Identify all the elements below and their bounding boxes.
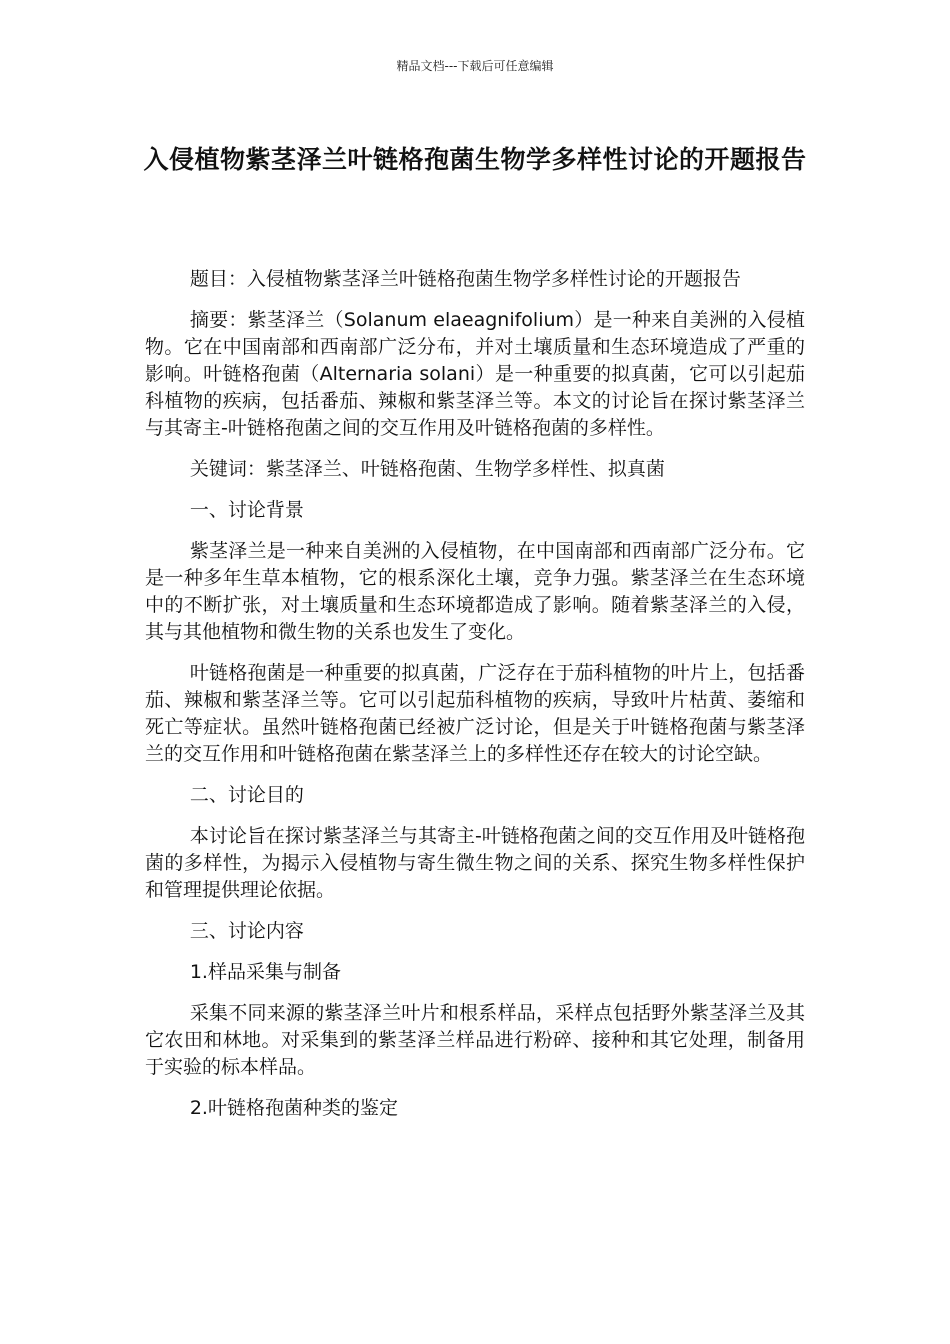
paragraph-background-1: 紫茎泽兰是一种来自美洲的入侵植物，在中国南部和西南部广泛分布。它是一种多年生草本植物，它的根系深化土壤，竞争力强。紫茎泽兰在生态环境中的不断扩张，对土壤质量和生态环境都造成了影响。随着紫茎泽兰的入侵，其与其他植物和微生物的关系也发生了变化。 (145, 540, 805, 643)
subsection-heading-sampling: 1.样品采集与制备 (189, 961, 341, 983)
section-heading-purpose: 二、讨论目的 (189, 784, 304, 806)
paragraph-purpose: 本讨论旨在探讨紫茎泽兰与其寄主-叶链格孢菌之间的交互作用及叶链格孢菌的多样性，为揭示入侵植物与寄生微生物之间的关系、探究生物多样性保护和管理提供理论依据。 (145, 825, 805, 901)
page-header-watermark: 精品文档---下载后可任意编辑 (396, 59, 554, 73)
paragraph-background-2: 叶链格孢菌是一种重要的拟真菌，广泛存在于茄科植物的叶片上，包括番茄、辣椒和紫茎泽兰等。它可以引起茄科植物的疾病，导致叶片枯黄、萎缩和死亡等症状。虽然叶链格孢菌已经被广泛讨论，但是关于叶链格孢菌与紫茎泽兰的交互作用和叶链格孢菌在紫茎泽兰上的多样性还存在较大的讨论空缺。 (145, 662, 805, 765)
paragraph-abstract: 摘要：紫茎泽兰（Solanum elaeagnifolium）是一种来自美洲的入侵植物。它在中国南部和西南部广泛分布，并对土壤质量和生态环境造成了严重的影响。叶链格孢菌（Alternaria solani）是一种重要的拟真菌，它可以引起茄科植物的疾病，包括番茄、辣椒和紫茎泽兰等。本文的讨论旨在探讨紫茎泽兰与其寄主-叶链格孢菌之间的交互作用及叶链格孢菌的多样性。 (145, 309, 805, 439)
document-body (145, 266, 805, 1136)
paragraph-topic: 题目：入侵植物紫茎泽兰叶链格孢菌生物学多样性讨论的开题报告 (189, 268, 741, 290)
paragraph-sampling: 采集不同来源的紫茎泽兰叶片和根系样品，采样点包括野外紫茎泽兰及其它农田和林地。对采集到的紫茎泽兰样品进行粉碎、接种和其它处理，制备用于实验的标本样品。 (145, 1002, 805, 1078)
subsection-heading-identification: 2.叶链格孢菌种类的鉴定 (189, 1097, 398, 1119)
section-heading-content: 三、讨论内容 (189, 920, 304, 942)
section-heading-background: 一、讨论背景 (189, 499, 304, 521)
document-title: 入侵植物紫茎泽兰叶链格孢菌生物学多样性讨论的开题报告 (143, 145, 807, 174)
paragraph-keywords: 关键词：紫茎泽兰、叶链格孢菌、生物学多样性、拟真菌 (189, 458, 665, 480)
